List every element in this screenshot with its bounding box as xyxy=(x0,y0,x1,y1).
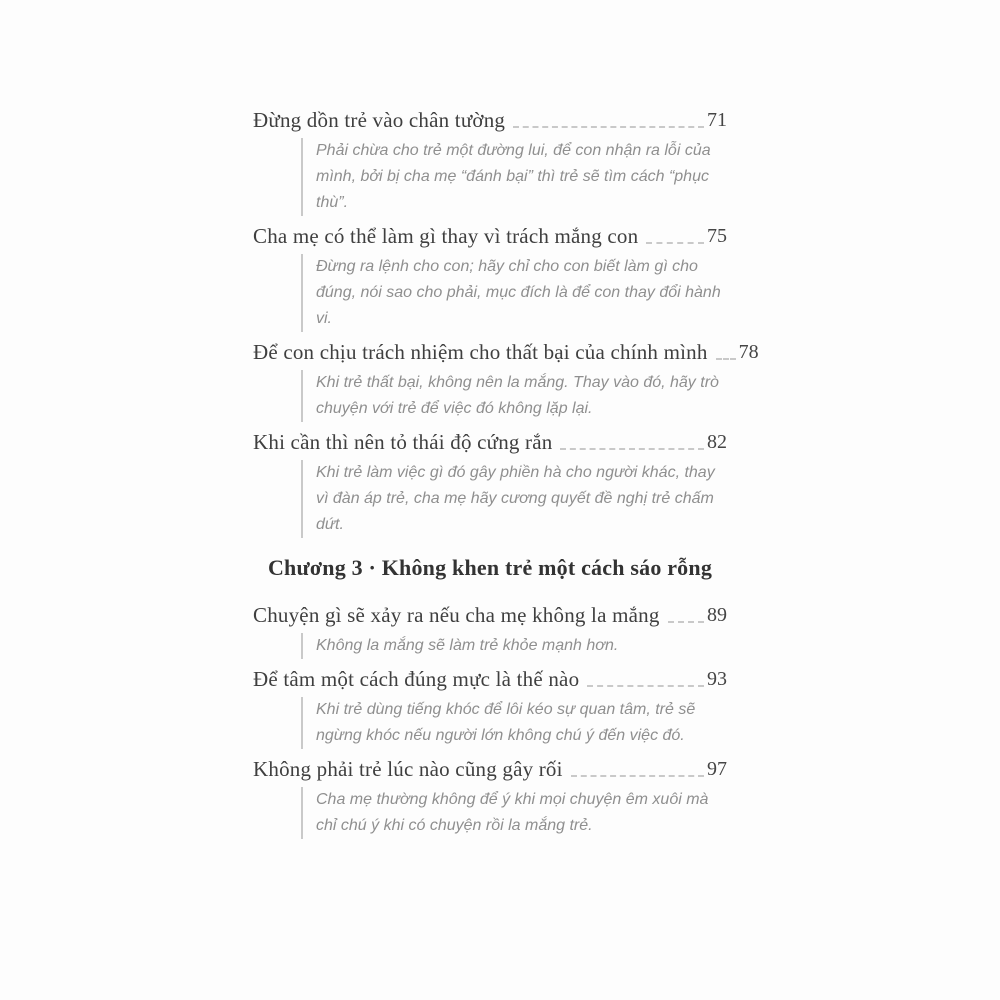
toc-page xyxy=(253,104,759,843)
toc-entry-title: Chuyện gì sẽ xảy ra nếu cha mẹ không la mắng xyxy=(253,603,660,627)
toc-entry xyxy=(253,599,727,659)
toc-entry-page-number: 89 xyxy=(707,604,727,626)
dotted-leader xyxy=(571,775,704,777)
toc-entry-description: Đừng ra lệnh cho con; hãy chỉ cho con biết làm gì cho đúng, nói sao cho phải, mục đích là để con thay đổi hành vi. xyxy=(301,254,727,332)
toc-entry xyxy=(253,336,759,422)
dotted-leader xyxy=(668,621,704,623)
toc-entry-page-number: 97 xyxy=(707,758,727,780)
toc-entry xyxy=(253,220,727,332)
toc-entry-page-number: 71 xyxy=(707,109,727,131)
toc-entry-title: Cha mẹ có thể làm gì thay vì trách mắng con xyxy=(253,224,639,248)
dotted-leader xyxy=(716,358,736,360)
toc-entry-description: Khi trẻ thất bại, không nên la mắng. Thay vào đó, hãy trò chuyện với trẻ để việc đó không lặp lại. xyxy=(301,370,727,422)
toc-entry-row xyxy=(253,663,727,695)
toc-entry-page-number: 82 xyxy=(707,431,727,453)
dotted-leader xyxy=(646,242,704,244)
toc-entry-description: Phải chừa cho trẻ một đường lui, để con nhận ra lỗi của mình, bởi bị cha mẹ “đánh bại” thì trẻ sẽ tìm cách “phục thù”. xyxy=(301,138,727,216)
toc-entry-title: Để tâm một cách đúng mực là thế nào xyxy=(253,667,580,691)
toc-entry-title: Đừng dồn trẻ vào chân tường xyxy=(253,108,506,132)
toc-entry-page-number: 93 xyxy=(707,668,727,690)
toc-entry-row xyxy=(253,753,727,785)
toc-entry-page-number: 78 xyxy=(738,341,759,363)
toc-entry-description: Cha mẹ thường không để ý khi mọi chuyện êm xuôi mà chỉ chú ý khi có chuyện rồi la mắng trẻ. xyxy=(301,787,727,839)
toc-entry xyxy=(253,426,727,538)
toc-entry-title: Để con chịu trách nhiệm cho thất bại của chính mình xyxy=(253,340,708,364)
toc-entry xyxy=(253,104,727,216)
toc-entry-row xyxy=(253,426,727,458)
toc-entry xyxy=(253,753,727,839)
toc-entry-title: Không phải trẻ lúc nào cũng gây rối xyxy=(253,757,563,781)
toc-entry-row xyxy=(253,104,727,136)
toc-entry-title: Khi cần thì nên tỏ thái độ cứng rắn xyxy=(253,430,553,454)
toc-entry-row xyxy=(253,220,727,252)
toc-entry-description: Không la mắng sẽ làm trẻ khỏe mạnh hơn. xyxy=(301,633,727,659)
dotted-leader xyxy=(513,126,704,128)
dotted-leader xyxy=(560,448,704,450)
dotted-leader xyxy=(587,685,704,687)
toc-entry-row xyxy=(253,336,759,368)
toc-entry-description: Khi trẻ dùng tiếng khóc để lôi kéo sự quan tâm, trẻ sẽ ngừng khóc nếu người lớn không chú ý đến việc đó. xyxy=(301,697,727,749)
toc-entry xyxy=(253,663,727,749)
chapter-heading: Chương 3 · Không khen trẻ một cách sáo rỗng xyxy=(267,555,713,580)
toc-entry-description: Khi trẻ làm việc gì đó gây phiền hà cho người khác, thay vì đàn áp trẻ, cha mẹ hãy cương quyết đề nghị trẻ chấm dứt. xyxy=(301,460,727,538)
toc-entry-page-number: 75 xyxy=(707,225,727,247)
toc-entry-row xyxy=(253,599,727,631)
